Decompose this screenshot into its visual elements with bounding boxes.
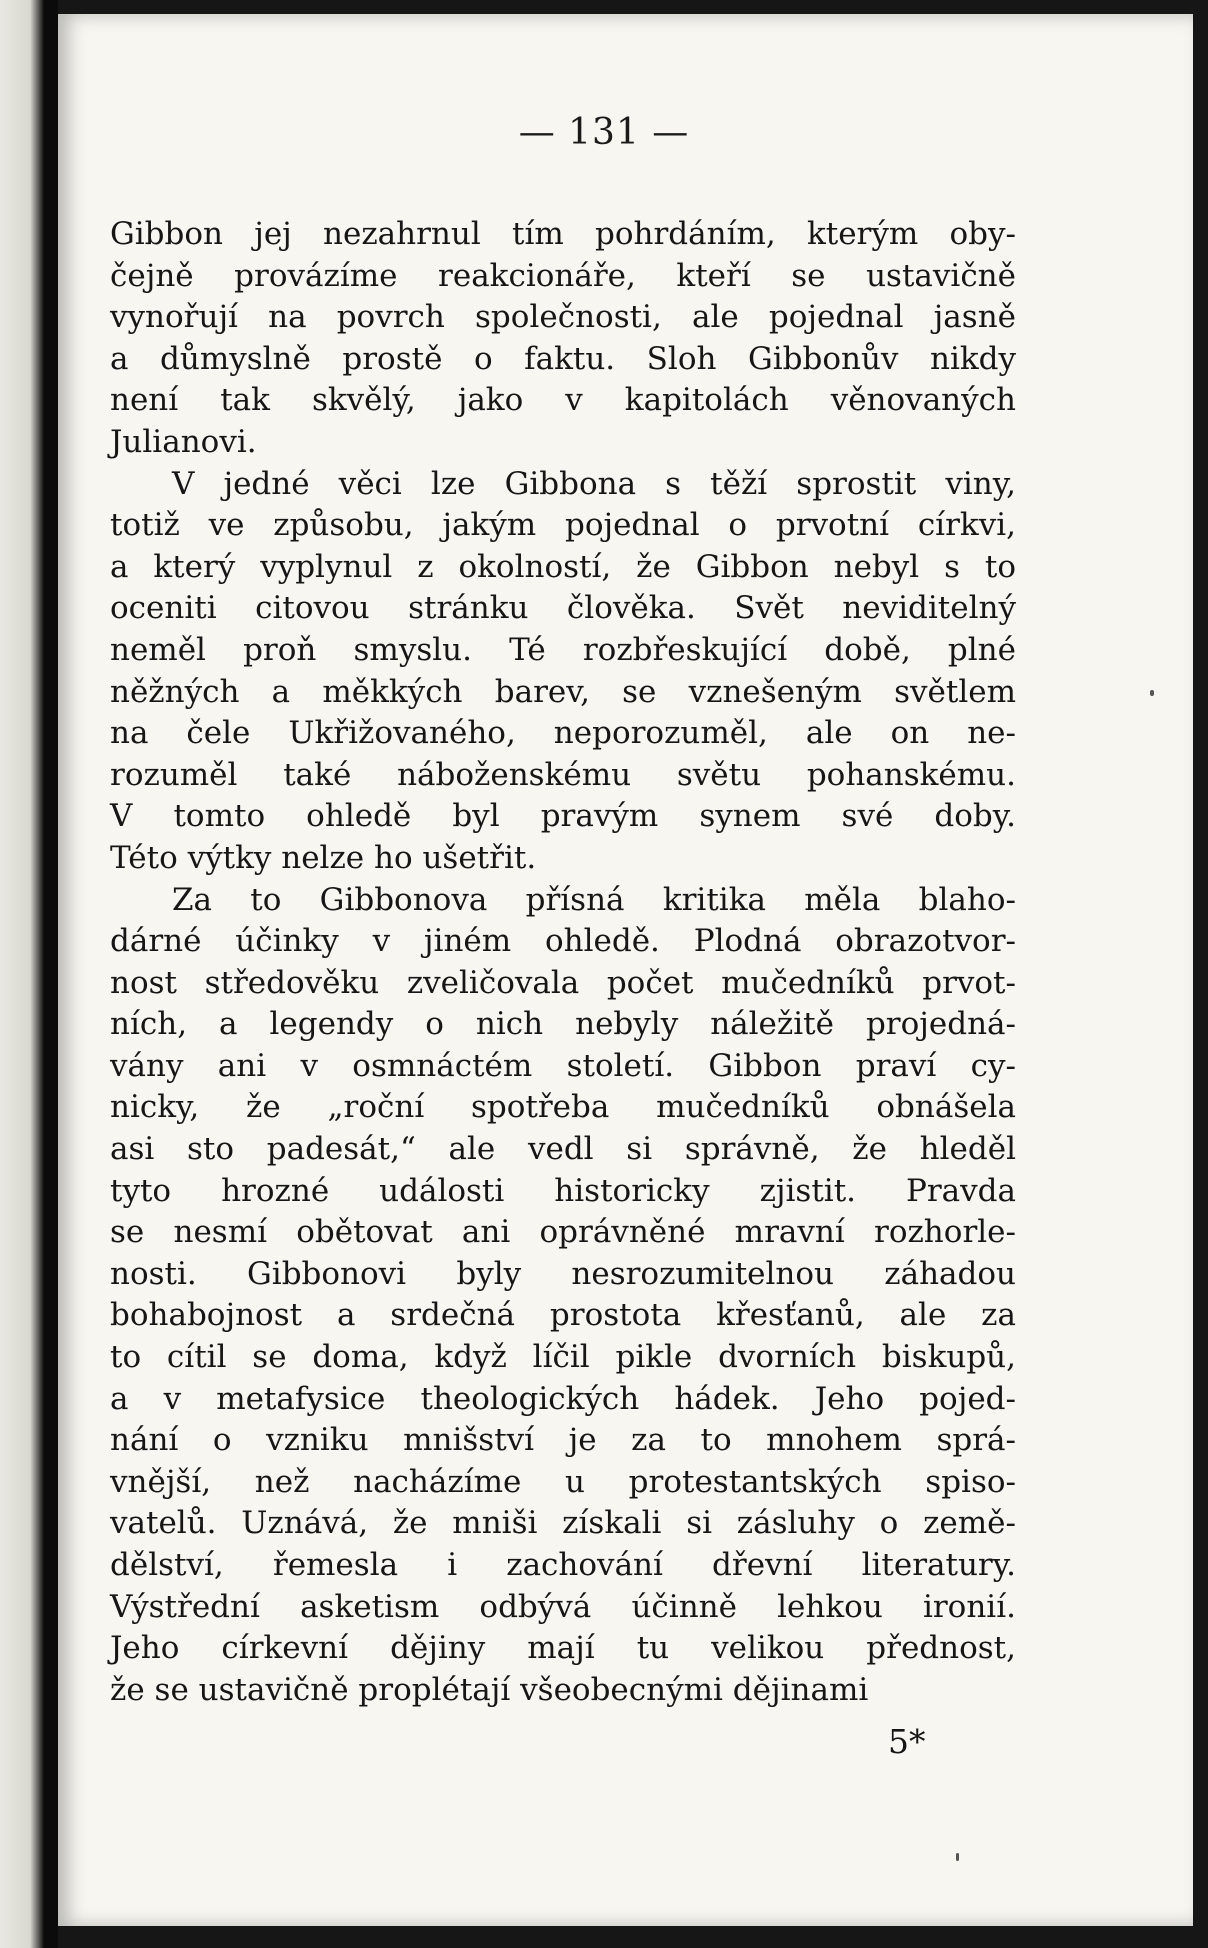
text-line: tyto hrozné události historicky zjistit. Pravda [110, 1172, 1016, 1209]
text-line: vynořují na povrch společnosti, ale pojednal jasně [110, 299, 1016, 336]
text-line: neměl proň smyslu. Té rozbřeskující době, plné [110, 631, 1016, 668]
page-number: — 131 — [518, 112, 690, 153]
text-line: V tomto ohledě byl pravým synem své doby. [110, 798, 1016, 835]
text-line: totiž ve způsobu, jakým pojednal o prvotní církvi, [110, 507, 1016, 544]
text-line: a důmyslně prostě o faktu. Sloh Gibbonův nikdy [110, 340, 1016, 377]
text-line: Julianovi. [110, 423, 257, 460]
text-line: na čele Ukřižovaného, neporozuměl, ale on ne- [110, 715, 1016, 752]
text-line: oceniti citovou stránku člověka. Svět neviditelný [110, 590, 1016, 627]
text-line: nosti. Gibbonovi byly nesrozumitelnou záhadou [110, 1255, 1016, 1292]
text-line: vnější, než nacházíme u protestantských spiso- [110, 1463, 1016, 1500]
body-text [110, 214, 1016, 1711]
signature-mark: 5* [888, 1722, 926, 1761]
text-line: ních, a legendy o nich nebyly náležitě projedná- [110, 1006, 1016, 1043]
text-line: není tak skvělý, jako v kapitolách věnovaných [110, 382, 1016, 419]
text-line: Za to Gibbonova přísná kritika měla blaho- [172, 881, 1016, 918]
text-line: asi sto padesát,“ ale vedl si správně, že hleděl [110, 1131, 1016, 1168]
text-line: Výstřední asketism odbývá účinně lehkou ironií. [110, 1588, 1016, 1625]
text-line: dárné účinky v jiném ohledě. Plodná obrazotvor- [110, 923, 1016, 960]
text-line: Gibbon jej nezahrnul tím pohrdáním, kterým oby- [110, 216, 1016, 252]
text-line: dělství, řemesla i zachování dřevní literatury. [110, 1547, 1016, 1583]
text-line: nání o vzniku mnišství je za to mnohem sprá- [110, 1422, 1016, 1459]
text-line: a který vyplynul z okolností, že Gibbon nebyl s to [110, 548, 1016, 585]
text-line: V jedné věci lze Gibbona s těží sprostit viny, [172, 465, 1016, 502]
text-line: Této výtky nelze ho ušetřit. [110, 839, 537, 876]
paper-speck [1150, 690, 1154, 696]
page-gutter-shadow [44, 0, 58, 1948]
text-line: Jeho církevní dějiny mají tu velikou přednost, [110, 1630, 1016, 1667]
text-line: nicky, že „roční spotřeba mučedníků obnášela [110, 1089, 1016, 1126]
text-line: že se ustavičně proplétají všeobecnými dějinami [110, 1671, 869, 1708]
text-line: to cítil se doma, když líčil pikle dvorních biskupů, [110, 1339, 1016, 1376]
paper-speck [956, 1853, 959, 1861]
text-line: bohabojnost a srdečná prostota křesťanů, ale za [110, 1297, 1016, 1334]
text-line: čejně provázíme reakcionáře, kteří se ustavičně [110, 257, 1016, 294]
text-line: vatelů. Uznává, že mniši získali si zásluhy o země- [110, 1505, 1016, 1542]
text-line: rozuměl také náboženskému světu pohanskému. [110, 756, 1016, 793]
text-line: se nesmí obětovat ani oprávněné mravní rozhorle- [110, 1214, 1016, 1251]
text-line: a v metafysice theologických hádek. Jeho pojed- [110, 1380, 1016, 1417]
text-line: něžných a měkkých barev, se vznešeným světlem [110, 673, 1016, 710]
text-line: vány ani v osmnáctém století. Gibbon praví cy- [110, 1047, 1016, 1084]
text-line: nost středověku zveličovala počet mučedníků prvot- [110, 964, 1016, 1001]
